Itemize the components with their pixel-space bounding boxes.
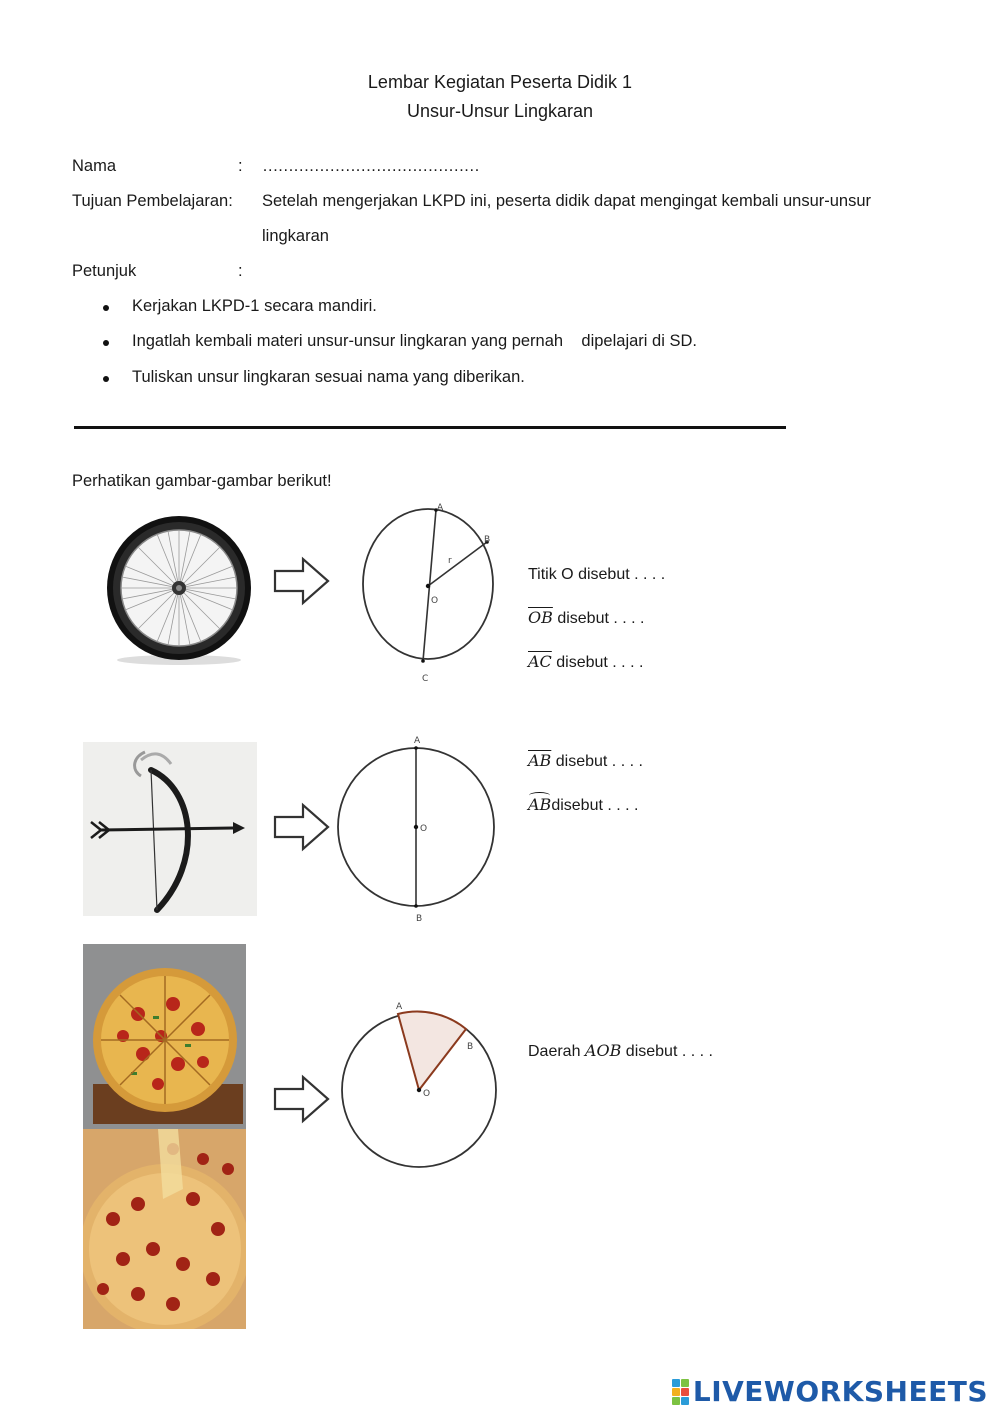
question-arc-ab: ABdisebut . . . . — [528, 795, 639, 814]
logo-text: LIVEWORKSHEETS — [692, 1375, 988, 1408]
bullet-icon — [103, 376, 109, 382]
arrow-right-icon — [273, 1074, 331, 1124]
bullet-icon — [103, 305, 109, 311]
arrow-right-icon — [273, 556, 331, 606]
petunjuk-label: Petunjuk — [72, 262, 137, 280]
pizza-slice-image — [83, 1129, 246, 1329]
nama-field[interactable]: …………………………………… — [262, 157, 479, 175]
question-chord-ab: $\overline{AB}$ disebut . . . . — [528, 751, 643, 770]
point-label-o: O — [431, 596, 439, 606]
point-label-b: B — [467, 1042, 474, 1052]
point-label-a: A — [396, 1002, 403, 1012]
question-ob: $\overline{OB}$ disebut . . . . — [528, 608, 645, 627]
instruction-item: Tuliskan unsur lingkaran sesuai nama yang diberikan. — [132, 368, 525, 386]
point-label-c: C — [422, 674, 429, 684]
instruction-item: Kerjakan LKPD-1 secara mandiri. — [132, 297, 377, 315]
bicycle-wheel-image — [104, 512, 254, 666]
nama-colon: : — [238, 157, 243, 175]
prompt-text: Perhatikan gambar-gambar berikut! — [72, 472, 332, 490]
point-label-a: A — [414, 736, 421, 746]
page-title: Lembar Kegiatan Peserta Didik 1 — [367, 72, 633, 92]
question-ac: $\overline{AC}$ disebut . . . . — [528, 652, 644, 671]
tujuan-label: Tujuan Pembelajaran: — [72, 192, 233, 210]
instruction-item: Ingatlah kembali materi unsur-unsur lingkaran yang pernah dipelajari di SD. — [132, 332, 697, 350]
tujuan-text-line1: Setelah mengerjakan LKPD ini, peserta didik dapat mengingat kembali unsur-unsur — [262, 192, 872, 210]
point-label-b: B — [484, 535, 491, 545]
point-label-o: O — [420, 824, 428, 834]
point-label-o: O — [423, 1089, 431, 1099]
question-titik-o: Titik O disebut . . . . — [528, 566, 666, 583]
arrow-right-icon — [273, 802, 331, 852]
circle-diagram-diameter — [330, 730, 505, 930]
point-label-a: A — [437, 503, 444, 513]
pizza-top-image — [83, 944, 246, 1130]
liveworksheets-logo[interactable] — [672, 1375, 988, 1408]
logo-mark-icon — [672, 1379, 689, 1405]
circle-diagram-radius — [350, 498, 510, 688]
bullet-icon — [103, 340, 109, 346]
point-label-b: B — [416, 914, 423, 924]
tujuan-text-line2: lingkaran — [262, 227, 329, 245]
section-divider — [74, 426, 786, 429]
radius-label-r: r — [448, 556, 452, 566]
bow-and-arrow-image — [83, 742, 257, 916]
petunjuk-colon: : — [238, 262, 243, 280]
nama-label: Nama — [72, 157, 117, 175]
circle-diagram-sector — [330, 996, 510, 1176]
question-sector-aob: Daerah AOB disebut . . . . — [528, 1041, 713, 1060]
page-subtitle: Unsur-Unsur Lingkaran — [406, 101, 594, 121]
